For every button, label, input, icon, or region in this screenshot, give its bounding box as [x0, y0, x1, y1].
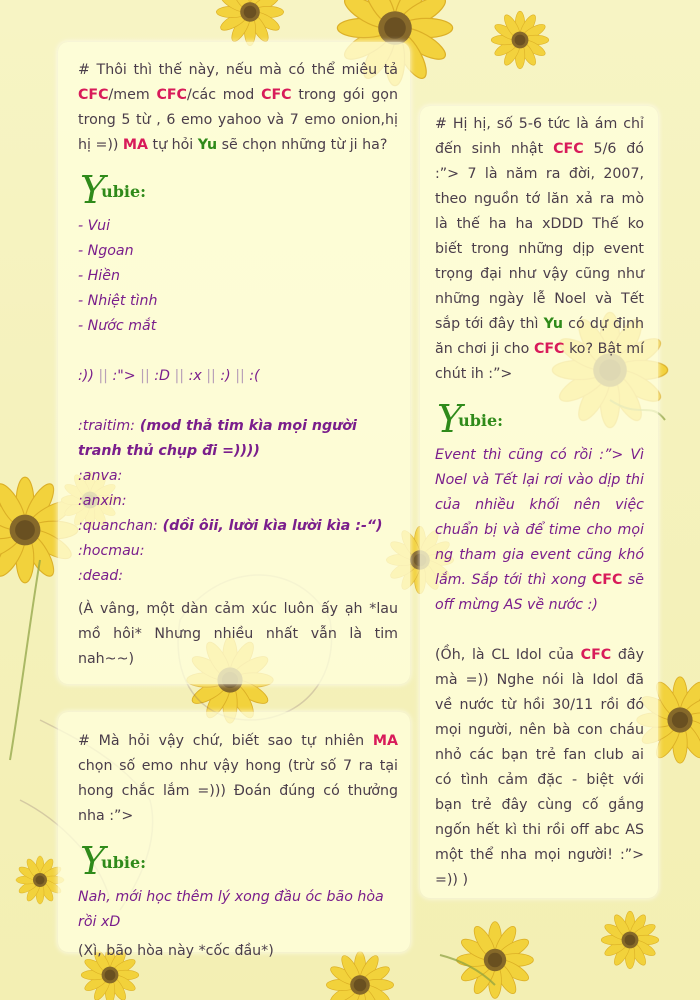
yubie-signature: [437, 393, 644, 439]
text-segment: /mem: [108, 87, 157, 103]
qa-card-emoticons: [58, 42, 410, 684]
list-item: - Vui: [78, 218, 111, 234]
emoticon-row: [78, 364, 398, 389]
aside-comment: (À vâng, một dàn cảm xúc luôn ấy ạh *lau mồ hôi* Nhưng nhiều nhất vẫn là tim nah~~): [78, 601, 398, 667]
signature-initial: Y: [437, 397, 463, 441]
text-segment: sẽ chọn những từ ji ha?: [217, 137, 388, 153]
text-segment: (Ồh, là CL Idol của: [435, 647, 581, 663]
list-item: :dead:: [78, 568, 123, 584]
emoticon: :)): [78, 368, 94, 384]
text-segment: có dự định ăn chơi ji cho: [435, 316, 644, 357]
list-item: - Ngoan: [78, 243, 134, 259]
question-text: [78, 58, 398, 158]
signature-initial: Y: [80, 168, 106, 212]
emo-code: :quanchan:: [78, 518, 158, 534]
onion-emo-list: [78, 414, 398, 589]
answer-text: Nah, mới học thêm lý xong đầu óc bão hòa rồi xD: [78, 889, 384, 930]
yubie-signature: [80, 164, 398, 210]
text-segment: ko? Bật mí chút ih :”>: [435, 341, 645, 382]
cfc-highlight: CFC: [580, 647, 612, 663]
yubie-signature: [80, 835, 398, 881]
ma-highlight: MA: [372, 733, 398, 749]
text-segment: # Thôi thì thế này, nếu mà có thể miêu tả: [78, 62, 398, 78]
cfc-highlight: CFC: [261, 87, 292, 103]
emo-note: (dồi ôii, lười kìa lười kìa :-“): [157, 518, 383, 534]
yu-highlight: Yu: [543, 316, 563, 332]
separator: ||: [174, 368, 185, 384]
text-segment: chọn số emo như vậy hong (trừ số 7 ra tại hong chắc lắm =))) Đoán đúng có thưởng nha :”>: [78, 758, 398, 824]
signature-rest: ubie:: [101, 182, 147, 201]
list-item: - Nước mắt: [78, 318, 157, 334]
emoticon: :(: [249, 368, 260, 384]
text-segment: # Mà hỏi vậy chứ, biết sao tự nhiên: [78, 733, 373, 749]
separator: ||: [140, 368, 150, 384]
aside-comment: [435, 643, 644, 893]
list-item: :anxin:: [78, 493, 127, 509]
signature-rest: ubie:: [101, 853, 147, 872]
emoticon: :">: [112, 368, 136, 384]
text-segment: /các mod: [186, 87, 262, 103]
list-item: [78, 514, 398, 539]
ma-highlight: MA: [122, 137, 149, 153]
word-list: [78, 214, 398, 339]
text-segment: đây mà =)) Nghe nói là Idol đã về nước từ hồi 30/11 rồi đó mọi người, nên bà con cháu nhỏ các bạn trẻ fan club ai có tình cảm đặc - biệt với bạn trẻ đây cùng cố gắng ngốn hết kì thi rồi off abc AS một thể nha mọi người! :”> =)) ): [435, 647, 645, 888]
cfc-highlight: CFC: [156, 87, 187, 103]
answer-text: [435, 443, 644, 618]
emo-note: (mod thả tim kìa mọi người tranh thủ chụp đi =)))): [78, 418, 357, 459]
separator: ||: [206, 368, 216, 384]
list-item: [78, 414, 398, 464]
separator: ||: [98, 368, 108, 384]
text-segment: # Hị hị, số 5-6 tức là ám chỉ đến sinh nhật: [435, 116, 644, 157]
list-item: - Hiền: [78, 268, 120, 284]
aside-comment: (Xì, bão hòa này *cốc đầu*): [78, 943, 274, 959]
cfc-highlight: CFC: [533, 341, 565, 357]
text-segment: sẽ off mừng AS về nước :): [435, 572, 644, 613]
cfc-highlight: CFC: [78, 87, 109, 103]
list-item: :hocmau:: [78, 543, 145, 559]
question-text: [435, 112, 644, 387]
qa-card-birthday: [420, 106, 658, 898]
text-segment: trong gói gọn trong 5 từ , 6 emo yahoo và 7 emo onion,hị hị =)): [78, 87, 398, 153]
text-segment: tự hỏi: [148, 137, 198, 153]
emo-code: :traitim:: [78, 418, 135, 434]
yu-highlight: Yu: [197, 137, 218, 153]
signature-rest: ubie:: [458, 411, 504, 430]
cfc-highlight: CFC: [591, 572, 623, 588]
signature-initial: Y: [80, 839, 106, 883]
list-item: - Nhiệt tình: [78, 293, 158, 309]
list-item: :anva:: [78, 468, 123, 484]
emoticon: :x: [188, 368, 202, 384]
cfc-highlight: CFC: [553, 141, 584, 157]
text-segment: 5/6 đó :”> 7 là năm ra đời, 2007, theo nguồn tớ lăn xả ra mò là thế ha ha xDDD Thế ko biết trong những dịp event trọng đại như vậy cũng như những ngày lễ Noel và Tết sắp tới đây thì: [435, 141, 644, 332]
text-segment: Event thì cũng có rồi :”> Vì Noel và Tết lại rơi vào dịp thi của nhiều khối nên việc chuẩn bị và để time cho mọi ng tham gia event cũng khó lắm. Sắp tới thì xong: [435, 447, 644, 588]
emoticon: :D: [154, 368, 170, 384]
qa-card-emo-count: [58, 712, 410, 959]
separator: ||: [235, 368, 245, 384]
emoticon: :): [220, 368, 231, 384]
question-text: [78, 729, 398, 829]
